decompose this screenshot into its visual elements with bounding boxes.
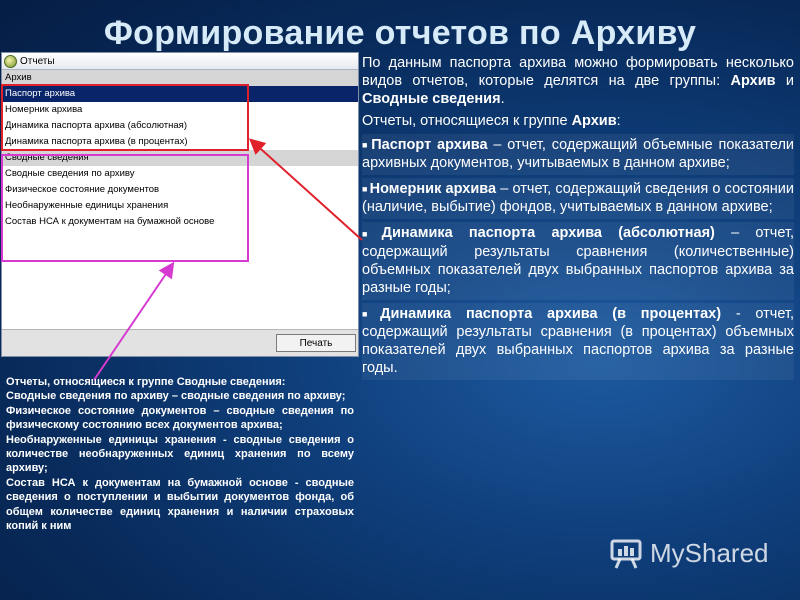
red-arrow: [252, 141, 362, 240]
summary-item: Физическое состояние документов – сводные сведения по физическому состоянию всех документов архива;: [6, 404, 354, 432]
slide-title: Формирование отчетов по Архиву: [103, 14, 697, 52]
right-description: [362, 54, 794, 383]
summary-heading: Отчеты, относящиеся к группе Сводные сведения:: [6, 376, 286, 388]
bullet-number-register: ■ Номерник архива – отчет, содержащий сведения о состоянии (наличие, выбытие) фондов, учитываемых в данном архиве;: [362, 178, 794, 219]
bullet-archive-passport: ■ Паспорт архива – отчет, содержащий объемные показатели архивных документов, учитываемых в данном архиве;: [362, 134, 794, 175]
list-item-archive-passport[interactable]: Паспорт архива: [2, 86, 358, 102]
bullet-dynamics-percent: ■ Динамика паспорта архива (в процентах) - отчет, содержащий результаты сравнения (в процентах) объемных показателей двух выбранных паспортов архива за разные годы.: [362, 303, 794, 380]
list-item-passport-dynamics-absolute[interactable]: Динамика паспорта архива (абсолютная): [5, 120, 187, 131]
intro-paragraph: По данным паспорта архива можно формировать несколько видов отчетов, которые делятся на две группы: Архив и Сводные сведения.: [362, 55, 795, 107]
archive-group-line: Отчеты, относящиеся к группе Архив:: [362, 113, 621, 129]
summary-item: Необнаруженные единицы хранения - сводные сведения о количестве необнаруженных единиц хранения по всему архиву;: [6, 433, 354, 475]
presentation-board-icon: [608, 535, 644, 571]
list-item-nsa-composition[interactable]: Состав НСА к документам на бумажной основе: [5, 216, 215, 227]
list-item-summary-by-archive[interactable]: Сводные сведения по архиву: [5, 168, 135, 179]
list-item-passport-dynamics-percent[interactable]: Динамика паспорта архива (в процентах): [5, 136, 188, 147]
print-button[interactable]: Печать: [276, 334, 356, 352]
list-item-missing-storage-units[interactable]: Необнаруженные единицы хранения: [5, 200, 169, 211]
list-item-archive-number-register[interactable]: Номерник архива: [5, 104, 83, 115]
summary-description: [6, 375, 354, 533]
square-bullet-icon: ■: [362, 140, 370, 151]
list-item-physical-condition[interactable]: Физическое состояние документов: [5, 184, 160, 195]
magenta-arrow: [94, 265, 172, 380]
square-bullet-icon: ■: [362, 308, 379, 319]
square-bullet-icon: ■: [362, 184, 368, 195]
square-bullet-icon: ■: [362, 228, 380, 239]
group-header-summary: Сводные сведения: [2, 150, 358, 166]
watermark: [608, 535, 769, 571]
summary-item: Сводные сведения по архиву – сводные сведения по архиву;: [6, 390, 346, 403]
window-title: Отчеты: [20, 55, 55, 67]
summary-item: Состав НСА к документам на бумажной основе - сводные сведения о поступлении и выбытии документов фонда, об общем количестве единиц хранения и наличии страховых копий к ним: [6, 476, 354, 533]
bullet-dynamics-absolute: ■ Динамика паспорта архива (абсолютная) – отчет, содержащий результаты сравнения (количественные) объемных показателей двух выбранных паспортов архива за разные годы;: [362, 222, 794, 299]
group-header-archive: Архив: [2, 70, 358, 86]
watermark-text: MyShared: [650, 537, 769, 568]
